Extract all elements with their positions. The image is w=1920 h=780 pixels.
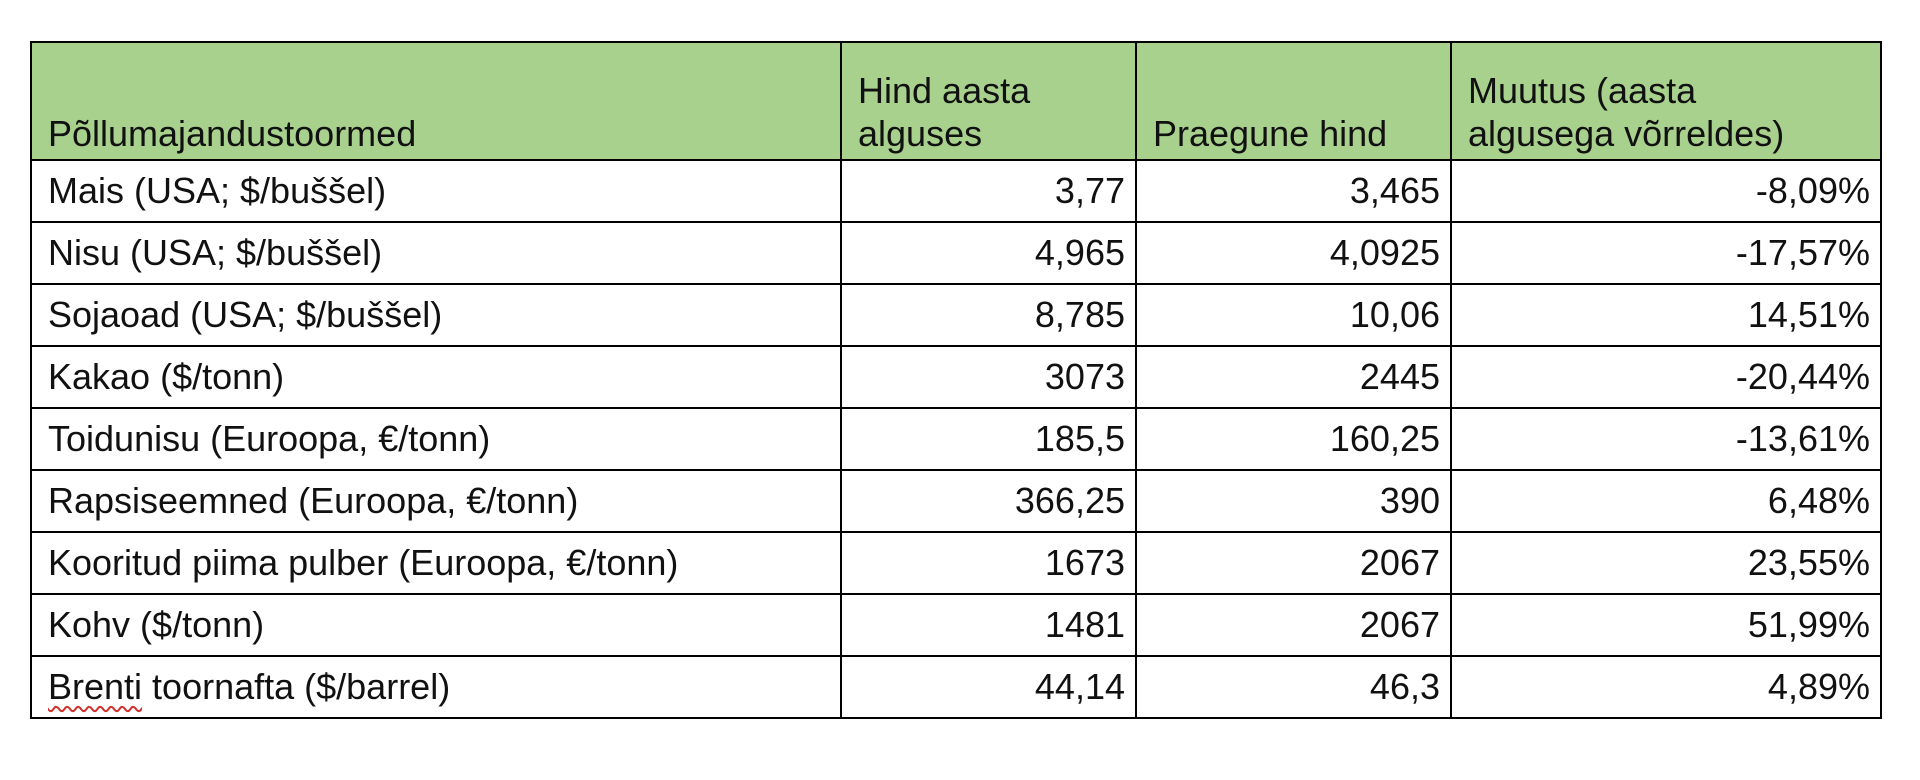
table-row — [31, 284, 1881, 346]
cell-current-price: 2067 — [1136, 532, 1451, 594]
cell-start-price: 3073 — [841, 346, 1136, 408]
table-row — [31, 408, 1881, 470]
cell-commodity: Toidunisu (Euroopa, €/tonn) — [31, 408, 841, 470]
cell-current-price: 160,25 — [1136, 408, 1451, 470]
header-start-price-line-1: Hind aasta — [858, 69, 1031, 111]
cell-start-price: 8,785 — [841, 284, 1136, 346]
cell-commodity: Kohv ($/tonn) — [31, 594, 841, 656]
table-header — [31, 42, 1881, 160]
table-row — [31, 656, 1881, 718]
cell-commodity — [31, 656, 841, 718]
cell-commodity: Nisu (USA; $/buššel) — [31, 222, 841, 284]
cell-change: -13,61% — [1451, 408, 1881, 470]
cell-commodity: Kakao ($/tonn) — [31, 346, 841, 408]
cell-change: 23,55% — [1451, 532, 1881, 594]
cell-change: 51,99% — [1451, 594, 1881, 656]
cell-start-price: 1481 — [841, 594, 1136, 656]
cell-current-price: 10,06 — [1136, 284, 1451, 346]
cell-commodity: Kooritud piima pulber (Euroopa, €/tonn) — [31, 532, 841, 594]
header-current-price-line: Praegune hind — [1153, 112, 1388, 154]
cell-current-price: 2445 — [1136, 346, 1451, 408]
header-change — [1451, 42, 1881, 160]
cell-current-price: 3,465 — [1136, 160, 1451, 222]
table-row — [31, 222, 1881, 284]
commodity-price-table — [30, 41, 1882, 719]
header-change-line-1: Muutus (aasta — [1468, 69, 1697, 111]
spellcheck-flagged-word[interactable]: Brenti — [48, 666, 143, 708]
header-commodity-line: Põllumajandustoormed — [48, 112, 417, 154]
cell-commodity-rest: toornafta ($/barrel) — [142, 666, 451, 708]
cell-current-price: 390 — [1136, 470, 1451, 532]
cell-change: -20,44% — [1451, 346, 1881, 408]
cell-start-price: 3,77 — [841, 160, 1136, 222]
header-change-line-2: algusega võrreldes) — [1468, 112, 1785, 154]
cell-change: 14,51% — [1451, 284, 1881, 346]
table-row — [31, 470, 1881, 532]
commodity-table-container — [30, 41, 1882, 719]
cell-change: -8,09% — [1451, 160, 1881, 222]
header-commodity — [31, 42, 841, 160]
cell-start-price: 4,965 — [841, 222, 1136, 284]
header-start-price-line-2: alguses — [858, 112, 983, 154]
cell-commodity: Mais (USA; $/buššel) — [31, 160, 841, 222]
cell-commodity: Rapsiseemned (Euroopa, €/tonn) — [31, 470, 841, 532]
cell-change: 4,89% — [1451, 656, 1881, 718]
cell-start-price: 185,5 — [841, 408, 1136, 470]
cell-current-price: 46,3 — [1136, 656, 1451, 718]
cell-change: 6,48% — [1451, 470, 1881, 532]
cell-current-price: 2067 — [1136, 594, 1451, 656]
cell-start-price: 1673 — [841, 532, 1136, 594]
cell-start-price: 366,25 — [841, 470, 1136, 532]
table-body — [31, 160, 1881, 718]
table-row — [31, 160, 1881, 222]
cell-change: -17,57% — [1451, 222, 1881, 284]
cell-start-price: 44,14 — [841, 656, 1136, 718]
cell-commodity: Sojaoad (USA; $/buššel) — [31, 284, 841, 346]
table-row — [31, 594, 1881, 656]
header-start-price — [841, 42, 1136, 160]
table-row — [31, 346, 1881, 408]
table-row — [31, 532, 1881, 594]
cell-current-price: 4,0925 — [1136, 222, 1451, 284]
header-current-price — [1136, 42, 1451, 160]
header-row — [31, 42, 1881, 160]
